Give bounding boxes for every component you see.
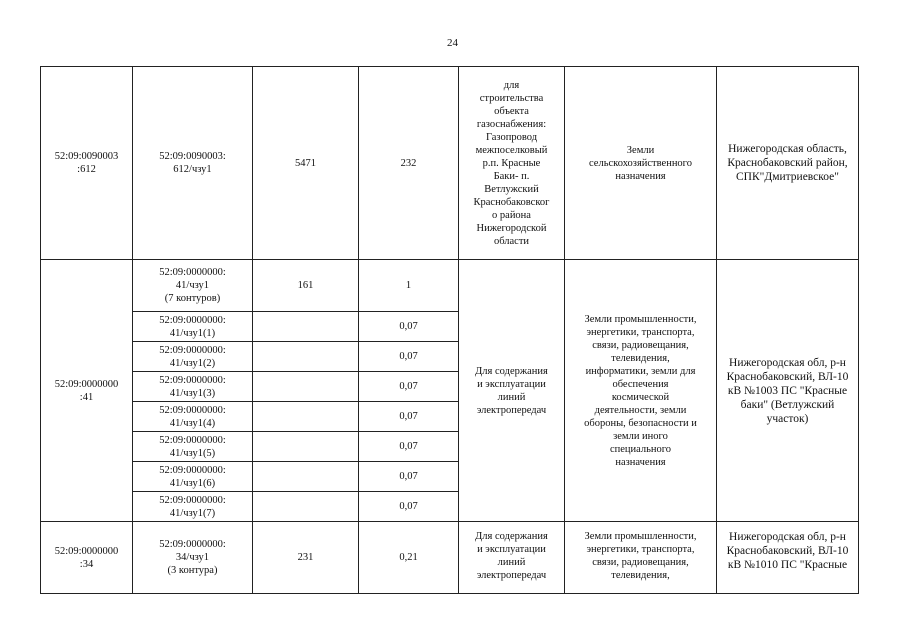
table-row xyxy=(41,522,859,594)
area-cell xyxy=(253,342,359,372)
area-cell xyxy=(253,402,359,432)
part-id-cell: 52:09:0090003: 612/чзу1 xyxy=(133,67,253,260)
address-cell: Нижегородская область, Краснобаковский район, СПК"Дмитриевское" xyxy=(717,67,859,260)
value-cell: 0,07 xyxy=(359,342,459,372)
land-category-cell: Земли промышленности, энергетики, транспорта, связи, радиовещания, телевидения, информатики, земли для обеспечения космической деятельности, земли обороны, безопасности и земли иного специального назначения xyxy=(565,260,717,522)
value-cell: 0,07 xyxy=(359,312,459,342)
address-cell: Нижегородская обл, р-н Краснобаковский, ВЛ-10 кВ №1003 ПС "Красные баки" (Ветлужский участок) xyxy=(717,260,859,522)
part-id-cell: 52:09:0000000: 41/чзу1(2) xyxy=(133,342,253,372)
part-id-cell: 52:09:0000000: 41/чзу1(3) xyxy=(133,372,253,402)
land-category-cell: Земли сельскохозяйственного назначения xyxy=(565,67,717,260)
purpose-cell: для строительства объекта газоснабжения: Газопровод межпоселковый р.п. Красные Баки- п. Ветлужский Краснобаковског о района Нижегородской области xyxy=(459,67,565,260)
purpose-cell: Для содержания и эксплуатации линий электропередач xyxy=(459,260,565,522)
part-id-cell: 52:09:0000000: 34/чзу1 (3 контура) xyxy=(133,522,253,594)
cadastral-number-cell: 52:09:0000000 :34 xyxy=(41,522,133,594)
area-cell xyxy=(253,492,359,522)
part-id-cell: 52:09:0000000: 41/чзу1(5) xyxy=(133,432,253,462)
area-cell xyxy=(253,312,359,342)
value-cell: 0,07 xyxy=(359,462,459,492)
area-cell xyxy=(253,372,359,402)
part-id-cell: 52:09:0000000: 41/чзу1(6) xyxy=(133,462,253,492)
page-number: 24 xyxy=(447,37,458,49)
land-category-cell: Земли промышленности, энергетики, транспорта, связи, радиовещания, телевидения, xyxy=(565,522,717,594)
area-cell: 161 xyxy=(253,260,359,312)
area-cell xyxy=(253,462,359,492)
cadastral-number-cell: 52:09:0090003 :612 xyxy=(41,67,133,260)
part-id-cell: 52:09:0000000: 41/чзу1(4) xyxy=(133,402,253,432)
area-cell: 5471 xyxy=(253,67,359,260)
value-cell: 0,07 xyxy=(359,402,459,432)
cadastral-number-cell: 52:09:0000000 :41 xyxy=(41,260,133,522)
land-parcels-table xyxy=(40,66,859,594)
table-row xyxy=(41,260,859,312)
part-id-cell: 52:09:0000000: 41/чзу1 (7 контуров) xyxy=(133,260,253,312)
area-cell: 231 xyxy=(253,522,359,594)
value-cell: 0,07 xyxy=(359,372,459,402)
value-cell: 0,21 xyxy=(359,522,459,594)
address-cell: Нижегородская обл, р-н Краснобаковский, ВЛ-10 кВ №1010 ПС "Красные xyxy=(717,522,859,594)
purpose-cell: Для содержания и эксплуатации линий электропередач xyxy=(459,522,565,594)
part-id-cell: 52:09:0000000: 41/чзу1(1) xyxy=(133,312,253,342)
value-cell: 0,07 xyxy=(359,432,459,462)
area-cell xyxy=(253,432,359,462)
table-row xyxy=(41,67,859,260)
value-cell: 232 xyxy=(359,67,459,260)
value-cell: 1 xyxy=(359,260,459,312)
value-cell: 0,07 xyxy=(359,492,459,522)
part-id-cell: 52:09:0000000: 41/чзу1(7) xyxy=(133,492,253,522)
